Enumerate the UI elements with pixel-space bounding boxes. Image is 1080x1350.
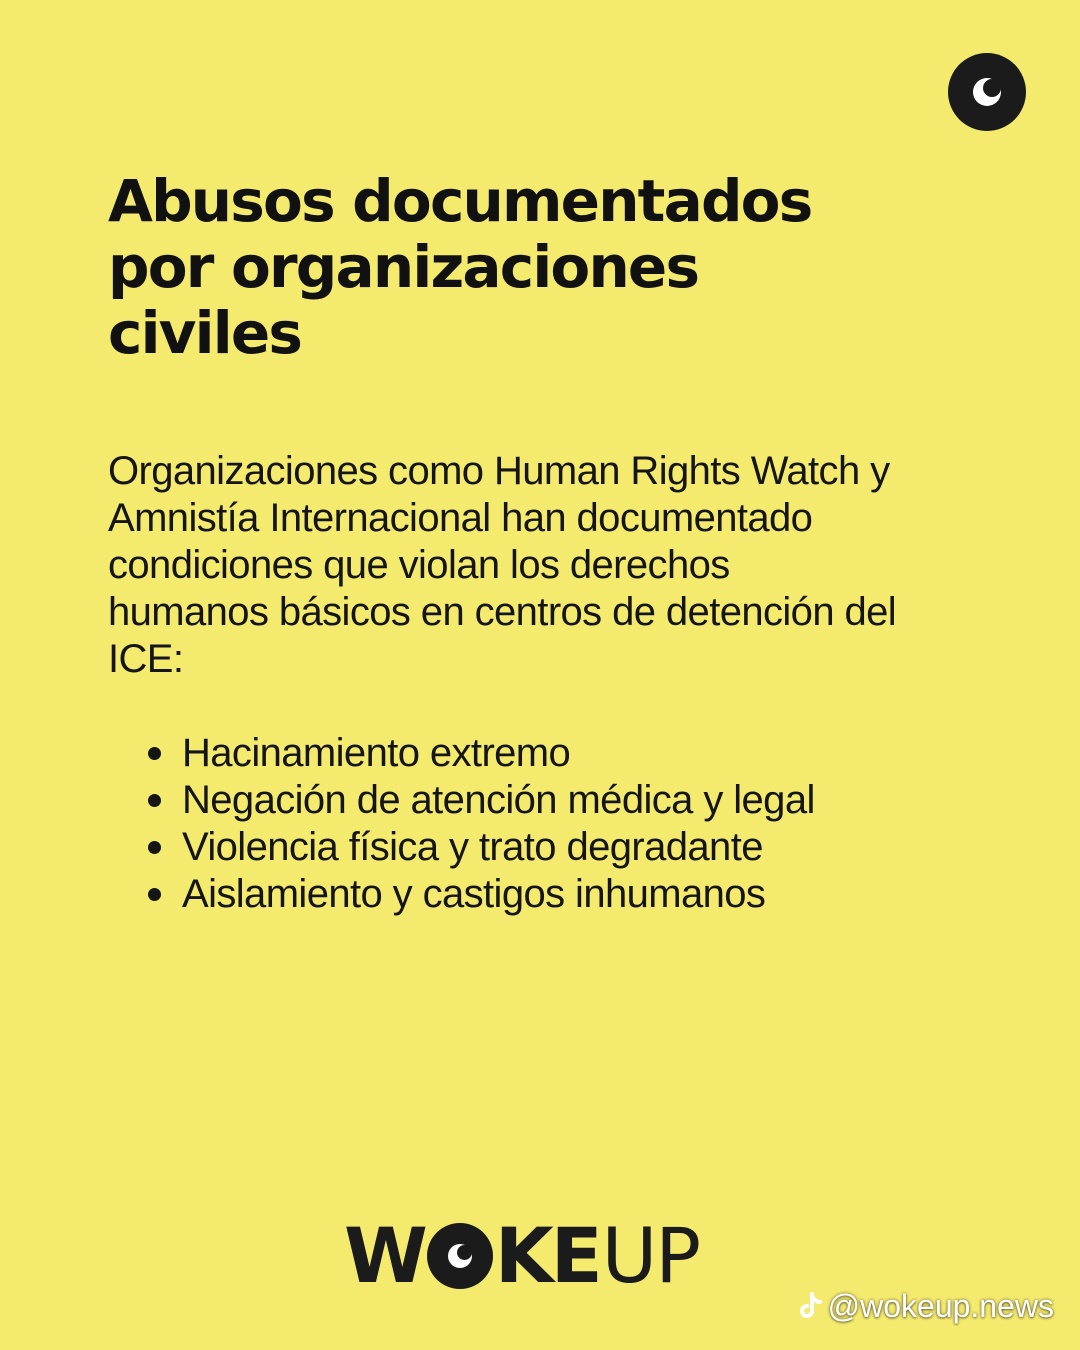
logo-up: UP [601,1211,700,1300]
bullet-icon [148,747,161,760]
brand-badge [948,53,1026,131]
body-line: Amnistía Internacional han documentado [108,496,813,540]
list-item [108,824,815,871]
crescent-eye-icon [427,1223,493,1289]
list-item-text: Hacinamiento extremo [182,731,571,775]
body-line: condiciones que violan los derechos [108,543,730,587]
body-line: ICE: [108,637,184,681]
list-item-text: Violencia física y trato degradante [182,825,763,869]
list-item [108,730,815,777]
logo-ke: KE [494,1211,600,1300]
body-line: Organizaciones como Human Rights Watch y [108,449,890,493]
abuse-list [108,730,815,918]
bullet-icon [148,888,161,901]
logo-w: W [344,1211,425,1300]
wokeup-logo [344,1211,700,1300]
list-item-text: Aislamiento y castigos inhumanos [182,872,766,916]
logo-o-eye-icon [427,1223,493,1289]
crescent-eye-icon [948,53,1026,131]
list-item-text: Negación de atención médica y legal [182,778,815,822]
watermark-handle: @wokeup.news [827,1288,1054,1324]
slide-title [108,168,968,366]
list-item [108,777,815,824]
bullet-icon [148,794,161,807]
bullet-icon [148,841,161,854]
title-line: civiles [108,299,302,367]
title-line: Abusos documentados [108,167,812,235]
watermark [796,1288,1054,1325]
title-line: por organizaciones [108,233,699,301]
body-line: humanos básicos en centros de detención del [108,590,897,634]
body-paragraph [108,448,1008,683]
tiktok-icon [796,1291,824,1323]
list-item [108,871,815,918]
